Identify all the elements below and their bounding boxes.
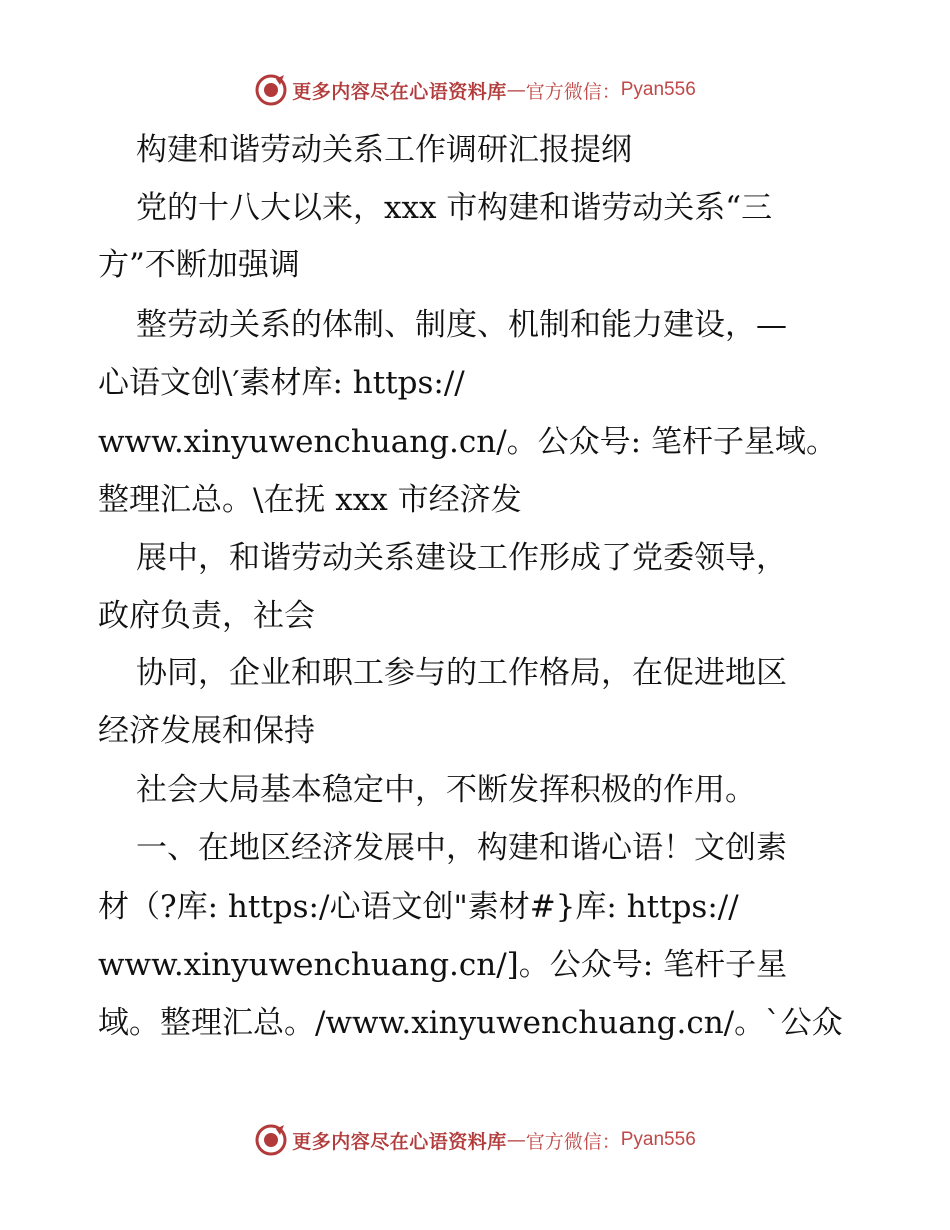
paragraph-line: www.xinyuwenchuang.cn/]。公众号: 笔杆子星 <box>98 947 788 983</box>
paragraph-line: 整劳动关系的体制、制度、机制和能力建设，— <box>136 307 787 343</box>
banner-wechat-label: 官方微信： <box>525 80 621 103</box>
paragraph-line: www.xinyuwenchuang.cn/。公众号: 笔杆子星域。 <box>98 424 837 460</box>
paragraph-line: 社会大局基本稳定中，不断发挥积极的作用。 <box>136 772 756 808</box>
paragraph-line: 方”不断加强调 <box>98 247 300 283</box>
header-banner <box>0 70 950 110</box>
banner-slogan: 更多内容尽在心语资料库 <box>292 1130 507 1153</box>
paragraph-line: 域。整理汇总。/www.xinyuwenchuang.cn/。`公众 <box>98 1005 843 1041</box>
document-title: 构建和谐劳动关系工作调研汇报提纲 <box>136 132 632 168</box>
banner-separator: — <box>506 79 526 101</box>
footer-banner <box>0 1120 950 1160</box>
paragraph-line: 材（?库: https:/心语文创"素材#}库: https:// <box>98 889 739 925</box>
banner-wechat-id: Pyan556 <box>620 1129 696 1150</box>
banner-wechat-id: Pyan556 <box>620 79 696 100</box>
logo-icon <box>254 1123 288 1157</box>
paragraph-line: 政府负责，社会 <box>98 598 315 634</box>
paragraph-line: 展中，和谐劳动关系建设工作形成了党委领导， <box>136 540 787 576</box>
banner-wechat-label: 官方微信： <box>525 1130 621 1153</box>
paragraph-line: 心语文创\′素材库: https:// <box>98 365 465 401</box>
banner-slogan: 更多内容尽在心语资料库 <box>292 80 507 103</box>
banner-separator: — <box>506 1129 526 1151</box>
paragraph-line: 整理汇总。\在抚 xxx 市经济发 <box>98 482 522 518</box>
paragraph-line: 一、在地区经济发展中，构建和谐心语！文创素 <box>136 830 787 866</box>
paragraph-line: 协同，企业和职工参与的工作格局，在促进地区 <box>136 655 787 691</box>
paragraph-line: 党的十八大以来，xxx 市构建和谐劳动关系“三 <box>136 190 773 226</box>
paragraph-line: 经济发展和保持 <box>98 713 315 749</box>
logo-icon <box>254 73 288 107</box>
